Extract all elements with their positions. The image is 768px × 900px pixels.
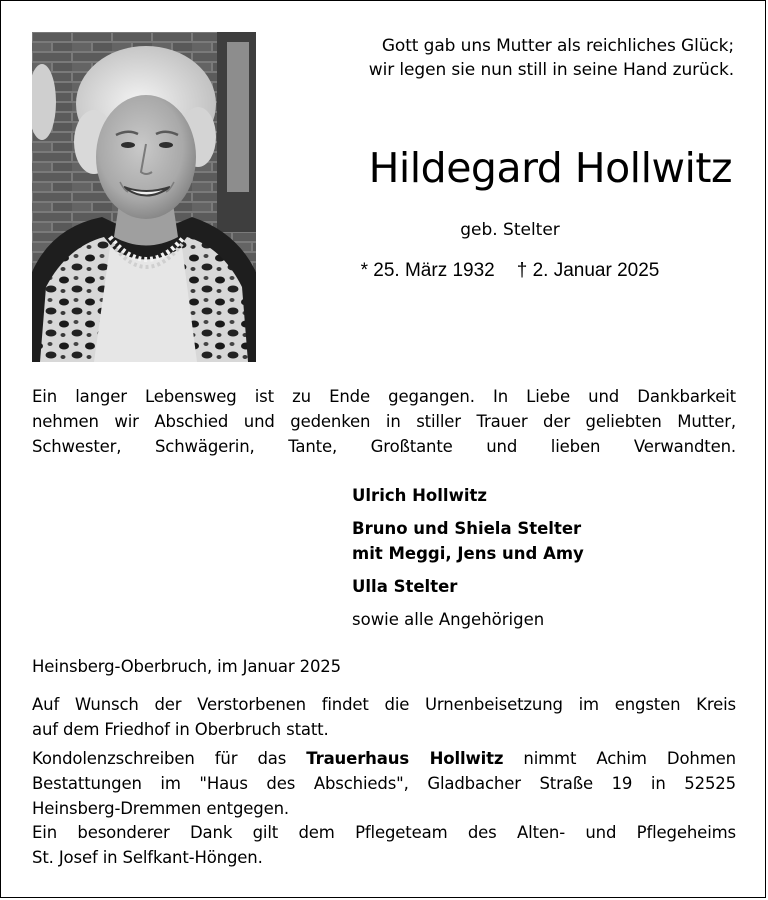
burial-note bbox=[32, 692, 736, 742]
burial-line-1: Auf Wunsch der Verstorbenen findet die Urnenbeisetzung im engsten Kreis bbox=[32, 695, 736, 714]
mourner-name-2a: Bruno und Shiela Stelter bbox=[352, 519, 582, 538]
intro-paragraph bbox=[32, 384, 736, 459]
life-dates bbox=[300, 259, 720, 283]
place-and-date: Heinsberg-Oberbruch, im Januar 2025 bbox=[32, 657, 342, 676]
condolence-line-2: Bestattungen im "Haus des Abschieds", Gladbacher Straße 19 in 52525 bbox=[32, 774, 736, 793]
mourners-list bbox=[352, 483, 732, 632]
burial-line-2: auf dem Friedhof in Oberbruch statt. bbox=[32, 720, 329, 739]
condolence-prefix: Kondolenzschreiben für das bbox=[32, 749, 287, 768]
mourner-name-1: Ulrich Hollwitz bbox=[352, 486, 487, 505]
birth-date: * 25. März 1932 bbox=[360, 260, 495, 281]
thanks-line-2: St. Josef in Selfkant-Höngen. bbox=[32, 848, 263, 867]
mourner-name-3: Ulla Stelter bbox=[352, 577, 458, 596]
mourners-others: sowie alle Angehörigen bbox=[352, 610, 545, 629]
thanks-line-1: Ein besonderer Dank gilt dem Pflegeteam des Alten- und Pflegeheims bbox=[32, 823, 736, 842]
intro-line-2: nehmen wir Abschied und gedenken in stiller Trauer der geliebten Mutter, bbox=[32, 412, 736, 431]
condolence-line-3: Heinsberg-Dremmen entgegen. bbox=[32, 799, 290, 818]
deceased-name: Hildegard Hollwitz bbox=[368, 144, 732, 192]
condolence-suffix: nimmt Achim Dohmen bbox=[523, 749, 736, 768]
intro-line-3: Schwester, Schwägerin, Tante, Großtante und lieben Verwandten. bbox=[32, 437, 736, 456]
intro-line-1: Ein langer Lebensweg ist zu Ende gegangen. In Liebe und Dankbarkeit bbox=[32, 387, 736, 406]
condolence-house: Trauerhaus Hollwitz bbox=[306, 749, 504, 768]
motto-line-1: Gott gab uns Mutter als reichliches Glück; bbox=[381, 36, 734, 56]
motto-verse bbox=[300, 34, 734, 82]
maiden-name: geb. Stelter bbox=[460, 220, 560, 240]
portrait-photo bbox=[32, 32, 256, 362]
condolence-line-1 bbox=[32, 746, 736, 771]
death-date: † 2. Januar 2025 bbox=[516, 260, 660, 281]
thanks-note bbox=[32, 820, 736, 870]
mourner-name-2b: mit Meggi, Jens und Amy bbox=[352, 544, 584, 563]
condolence-note bbox=[32, 746, 736, 821]
motto-line-2: wir legen sie nun still in seine Hand zurück. bbox=[368, 60, 734, 80]
